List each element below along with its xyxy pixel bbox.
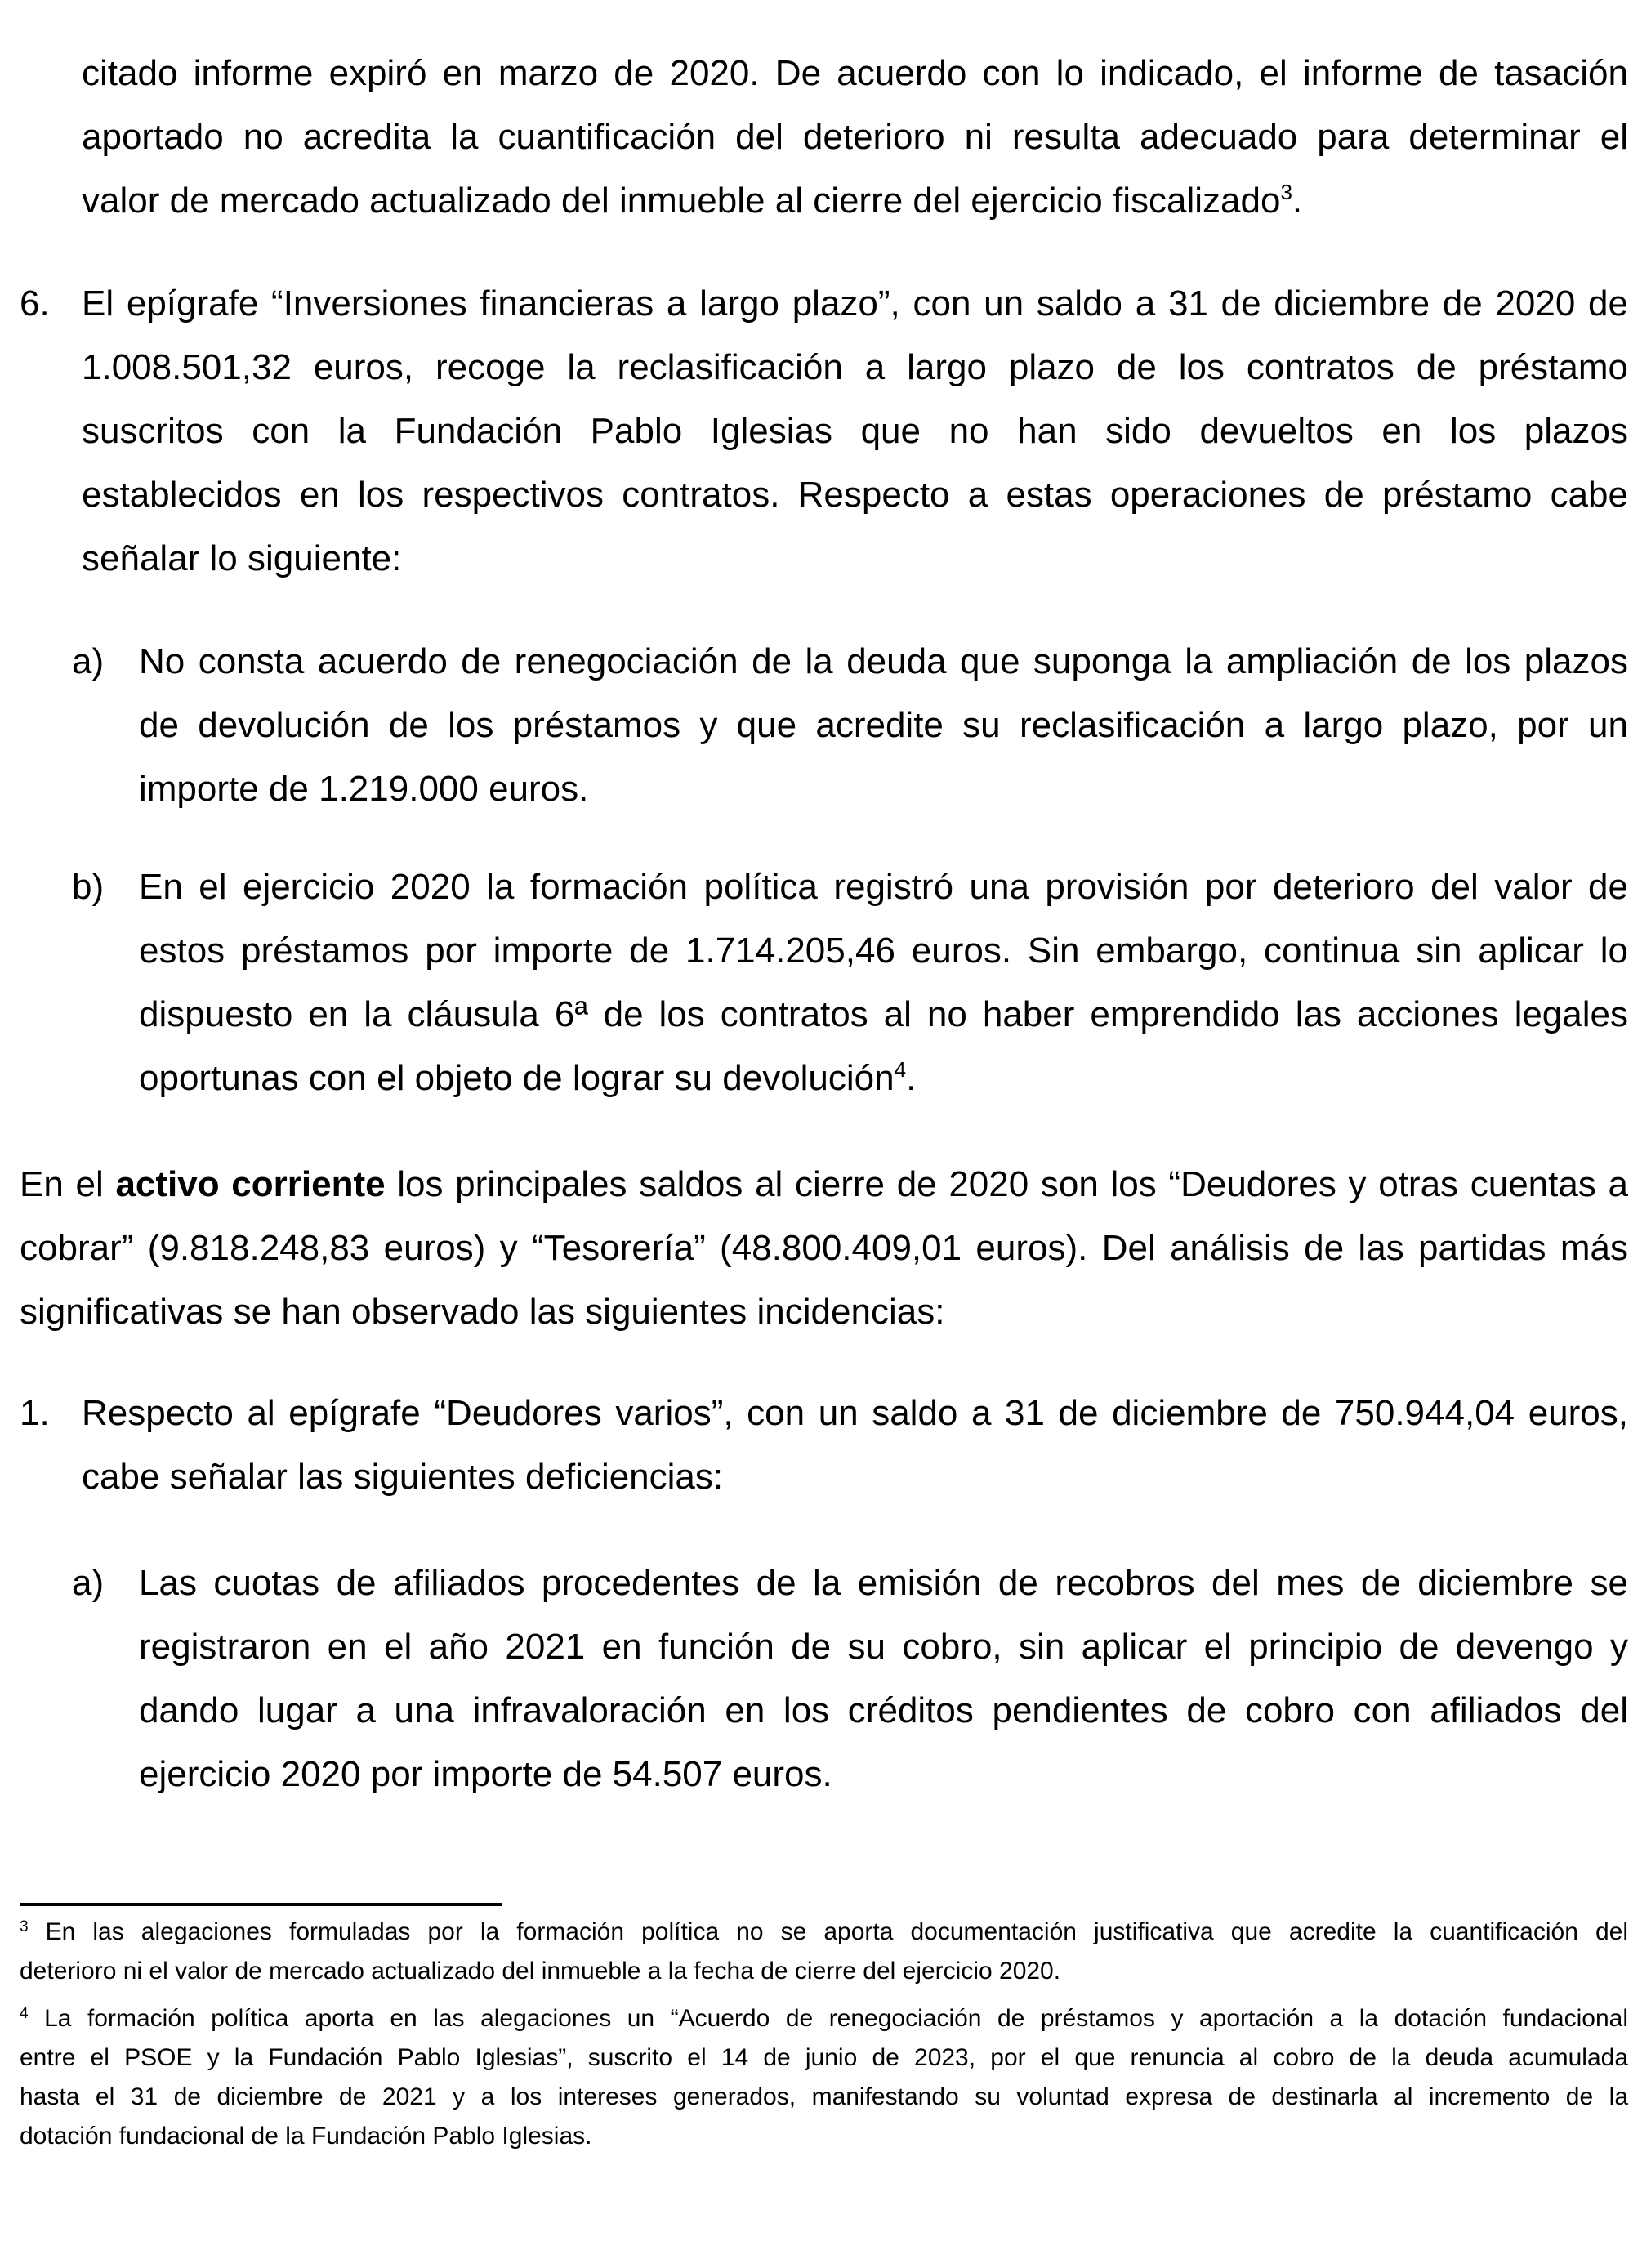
footnote-ref-4: 4: [894, 1057, 907, 1082]
list-marker-6: 6.: [20, 284, 50, 324]
list-item-1: [20, 1382, 1628, 1509]
text-line: [20, 1153, 1628, 1217]
text-line: señalar lo siguiente:: [82, 538, 402, 578]
list-item-6: [20, 272, 1628, 591]
paragraph-activo-corriente: [20, 1153, 1628, 1344]
text-line: deterioro ni el valor de mercado actualizado del inmueble a la fecha de cierre del ejercicio 2020.: [20, 1958, 1061, 1984]
text-segment: .: [906, 1058, 917, 1098]
text-segment: En las alegaciones formuladas por la formación política no se aporta documentación justificativa que acredite la cuantificación del: [28, 1918, 1628, 1945]
footnote-3: [20, 1913, 1628, 1991]
footnote-marker-3: 3: [20, 1918, 29, 1935]
text-segment: valor de mercado actualizado del inmueble al cierre del ejercicio fiscalizado: [82, 181, 1281, 221]
text-line: de devolución de los préstamos y que acredite su reclasificación a largo plazo, por un: [139, 705, 1628, 745]
text-line: Respecto al epígrafe “Deudores varios”, con un saldo a 31 de diciembre de 750.944,04 euros,: [82, 1393, 1628, 1433]
list-item-6b: [72, 855, 1628, 1110]
text-line: dando lugar a una infravaloración en los créditos pendientes de cobro con afiliados del: [139, 1690, 1628, 1730]
list-item-1a: [72, 1551, 1628, 1806]
text-line: establecidos en los respectivos contratos. Respecto a estas operaciones de préstamo cabe: [82, 475, 1628, 515]
list-marker-a: a): [72, 1563, 105, 1603]
text-line: [139, 1047, 1628, 1110]
text-line: 1.008.501,32 euros, recoge la reclasificación a largo plazo de los contratos de préstamo: [82, 347, 1628, 387]
text-line: El epígrafe “Inversiones financieras a largo plazo”, con un saldo a 31 de diciembre de 2020 de: [82, 284, 1628, 324]
text-segment: La formación política aporta en las alegaciones un “Acuerdo de renegociación de préstamos y aportación a la dotación fundacional: [28, 2005, 1628, 2032]
footnote-separator: [20, 1903, 502, 1906]
text-segment: .: [1292, 181, 1303, 221]
text-segment: los principales saldos al cierre de 2020 son los “Deudores y otras cuentas a: [385, 1164, 1628, 1204]
text-segment: oportunas con el objeto de lograr su devolución: [139, 1058, 895, 1098]
footnote-4: [20, 1999, 1628, 2156]
text-line: Las cuotas de afiliados procedentes de la emisión de recobros del mes de diciembre se: [139, 1563, 1628, 1603]
text-line: ejercicio 2020 por importe de 54.507 euros.: [139, 1754, 832, 1794]
text-line: cobrar” (9.818.248,83 euros) y “Tesorería” (48.800.409,01 euros). Del análisis de las partidas más: [20, 1228, 1628, 1268]
text-line: estos préstamos por importe de 1.714.205,46 euros. Sin embargo, continua sin aplicar lo: [139, 931, 1628, 971]
text-line: dispuesto en la cláusula 6ª de los contratos al no haber emprendido las acciones legales: [139, 994, 1628, 1034]
paragraph-intro: [82, 42, 1628, 233]
list-marker-b: b): [72, 867, 105, 907]
list-item-6a: [72, 630, 1628, 821]
footnote-marker-4: 4: [20, 2005, 29, 2022]
text-line: hasta el 31 de diciembre de 2021 y a los intereses generados, manifestando su voluntad expresa de destinarla al incremento de la: [20, 2083, 1628, 2110]
text-line: [82, 169, 1628, 233]
text-line: citado informe expiró en marzo de 2020. De acuerdo con lo indicado, el informe de tasación: [82, 53, 1628, 93]
text-line: No consta acuerdo de renegociación de la deuda que suponga la ampliación de los plazos: [139, 641, 1628, 681]
text-line: significativas se han observado las siguientes incidencias:: [20, 1292, 945, 1332]
footnote-ref-3: 3: [1280, 180, 1292, 204]
bold-term: activo corriente: [115, 1164, 386, 1204]
text-line: cabe señalar las siguientes deficiencias:: [82, 1457, 724, 1497]
text-line: registraron en el año 2021 en función de su cobro, sin aplicar el principio de devengo y: [139, 1627, 1628, 1667]
text-line: [20, 1999, 1628, 2038]
text-line: suscritos con la Fundación Pablo Iglesias que no han sido devueltos en los plazos: [82, 411, 1628, 451]
text-line: [20, 1913, 1628, 1952]
text-segment: En el: [20, 1164, 116, 1204]
text-line: En el ejercicio 2020 la formación política registró una provisión por deterioro del valor de: [139, 867, 1628, 907]
text-line: entre el PSOE y la Fundación Pablo Iglesias”, suscrito el 14 de junio de 2023, por el que renuncia al cobro de la deuda acumulada: [20, 2044, 1628, 2071]
text-line: dotación fundacional de la Fundación Pablo Iglesias.: [20, 2123, 592, 2150]
list-marker-a: a): [72, 641, 105, 681]
text-line: importe de 1.219.000 euros.: [139, 769, 589, 809]
text-line: aportado no acredita la cuantificación del deterioro ni resulta adecuado para determinar el: [82, 117, 1628, 157]
list-marker-1: 1.: [20, 1393, 50, 1433]
